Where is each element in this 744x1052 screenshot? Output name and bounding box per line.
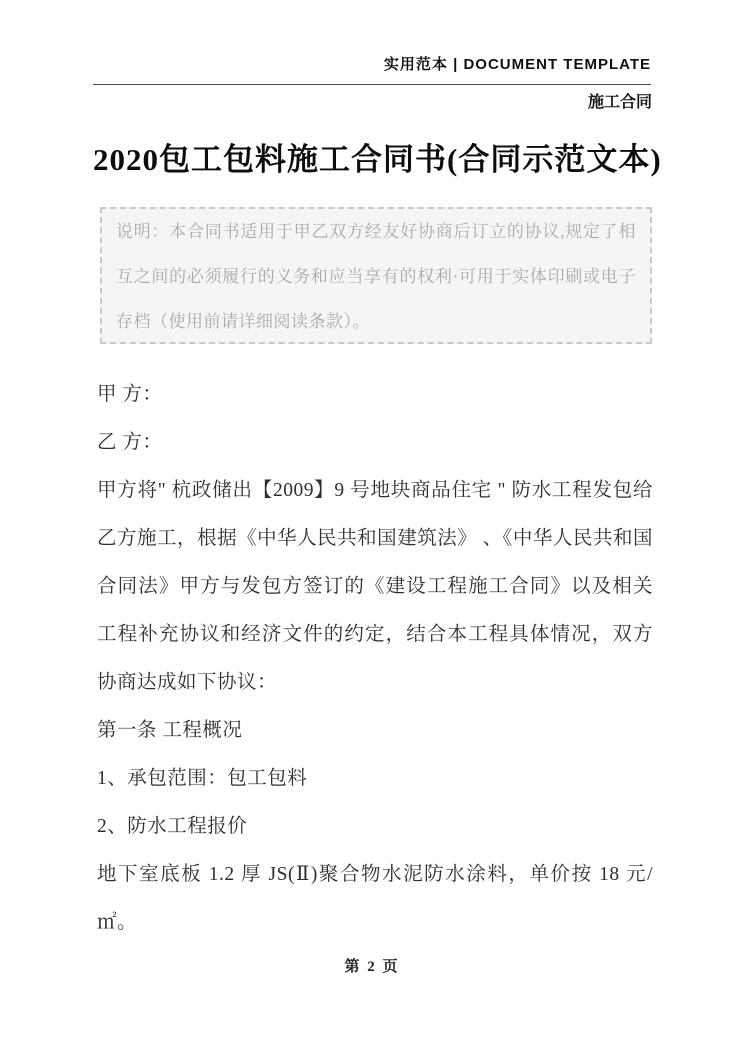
clause-1-heading: 第一条 工程概况 [97,720,243,741]
notice-box [100,207,652,344]
page-number-label: 第 2 页 [344,959,400,975]
preamble-paragraph: 甲方将" 杭政储出【2009】9 号地块商品住宅 " 防水工程发包给乙方施工，根据《中华人民共和国建筑法》 、《中华人民共和国合同法》甲方与发包方签订的《建设工程施工合同》以及相关工程补充协议和经济文件的约定，结合本工程具体情况，双方协商达成如下协议： [97,480,653,693]
notice-text: 说明：本合同书适用于甲乙双方经友好协商后订立的协议,规定了相互之间的必须履行的义务和应当享有的权利·可用于实体印刷或电子存档（使用前请详细阅读条款）。 [116,222,636,331]
page-title: 2020包工包料施工合同书(合同示范文本) [93,142,662,177]
party-a-line: 甲 方： [97,384,163,405]
document-body [97,371,653,947]
clause-1-item-2-detail: 地下室底板 1.2 厚 JS(Ⅱ)聚合物水泥防水涂料，单价按 18 元/㎡。 [97,864,653,933]
party-b-line: 乙 方： [97,432,163,453]
clause-1-item-1: 1、承包范围：包工包料 [97,768,308,789]
header-doc-type-label: 施工合同 [587,94,652,111]
header-divider [93,84,651,85]
header-brand-label: 实用范本 | DOCUMENT TEMPLATE [383,56,651,73]
clause-1-item-2: 2、防水工程报价 [97,816,248,837]
